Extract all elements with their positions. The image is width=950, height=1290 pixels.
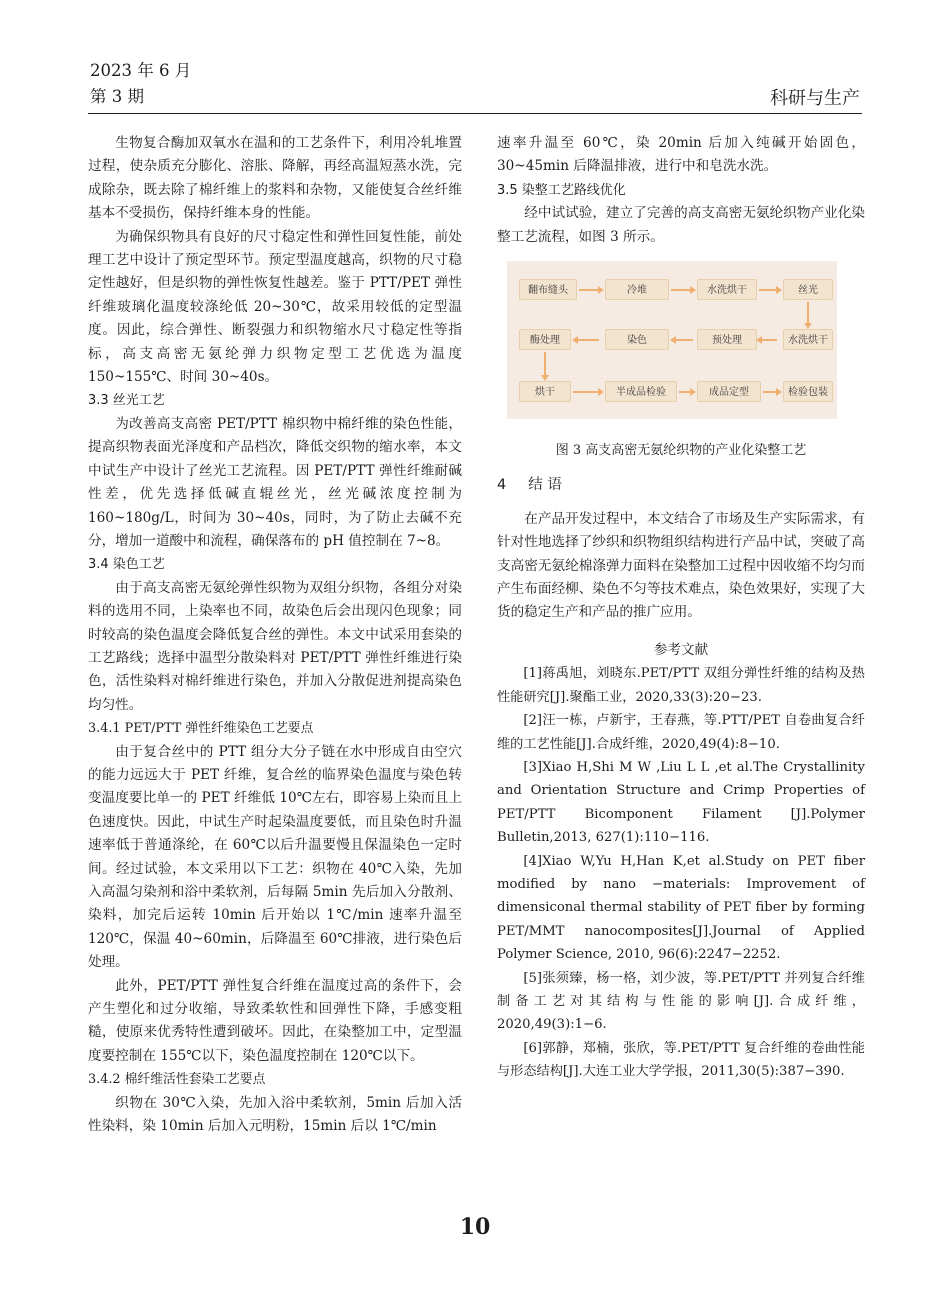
issue-date: 2023 年 6 月 <box>90 61 192 80</box>
paragraph: 为改善高支高密 PET/PTT 棉织物中棉纤维的染色性能，提高织物表面光泽度和产品档次，降低交织物的缩水率，本文中试生产中设计了丝光工艺流程。因 PET/PTT 弹性纤维耐碱性差，优先选择低碱直辊丝光，丝光碱浓度控制为 160~180g/L，时间为 30~40s，同时，为了防止去碱不充分，增加一道酸中和流程，确保落布的 pH 值控制在 7~8。 <box>88 415 462 549</box>
paragraph: 织物在 30℃入染，先加入浴中柔软剂，5min 后加入活性染料，染 10min 后加入元明粉，15min 后以 1℃/min <box>88 1094 462 1135</box>
journal-name: 科研与生产 <box>770 88 860 109</box>
reference-item: [1]蒋禹旭，刘晓东.PET/PTT 双组分弹性纤维的结构及热性能研究[J].聚酯工业，2020,33(3):20−23. <box>497 666 865 705</box>
flow-arrow <box>761 339 777 341</box>
header-left <box>90 58 191 110</box>
flow-step: 翻布缝头 <box>519 279 577 300</box>
reference-item: [5]张须臻，杨一格，刘少波，等.PET/PTT 并列复合纤维制备工艺对其结构与性能的影响[J].合成纤维，2020,49(3):1−6. <box>497 970 865 1033</box>
issue-number: 第 3 期 <box>90 87 144 106</box>
flow-step: 预处理 <box>697 329 757 350</box>
flow-arrow <box>679 391 691 393</box>
flow-arrow <box>759 289 777 291</box>
flow-arrow <box>763 391 777 393</box>
flow-arrow <box>544 352 546 376</box>
right-column <box>497 132 865 1084</box>
paragraph: 速率升温至 60℃，染 20min 后加入纯碱开始固色，30~45min 后降温排液，进行中和皂洗水洗。 <box>497 135 865 175</box>
reference-item: [2]汪一栋，卢新宇，王春燕，等.PTT/PET 自卷曲复合纤维的工艺性能[J].合成纤维，2020,49(4):8−10. <box>497 713 865 752</box>
flow-step: 烘干 <box>519 381 571 402</box>
section-heading-4 <box>497 474 865 497</box>
flow-arrow <box>573 391 599 393</box>
flow-step: 水洗烘干 <box>783 329 833 350</box>
process-flow-figure <box>507 261 837 419</box>
paragraph: 此外，PET/PTT 弹性复合纤维在温度过高的条件下，会产生塑化和过分收缩，导致柔软性和回弹性下降，手感变粗糙，使原来优秀特性遭到破坏。因此，在染整加工中，定型温度要控制在 155℃以下，染色温度控制在 120℃以下。 <box>88 977 462 1064</box>
header-rule <box>88 113 862 114</box>
flow-step: 丝光 <box>783 279 833 300</box>
flow-step: 染色 <box>605 329 669 350</box>
reference-item: [6]郭静，郑楠，张欣，等.PET/PTT 复合纤维的卷曲性能与形态结构[J].大连工业大学学报，2011,30(5):387−390. <box>497 1040 865 1080</box>
section-heading-3-5: 3.5 染整工艺路线优化 <box>497 182 626 198</box>
flow-arrow <box>675 339 693 341</box>
flow-step: 酶处理 <box>519 329 571 350</box>
flow-step: 成品定型 <box>697 381 761 402</box>
section-title: 结 语 <box>528 477 562 494</box>
section-number: 4 <box>497 477 507 494</box>
page-number: 10 <box>459 1214 491 1240</box>
section-heading-3-3: 3.3 丝光工艺 <box>88 393 165 409</box>
flow-step: 冷堆 <box>605 279 669 300</box>
flow-arrow <box>807 302 809 324</box>
paragraph: 为确保织物具有良好的尺寸稳定性和弹性回复性能，前处理工艺中设计了预定型环节。预定型温度越高，织物的尺寸稳定性越好，但是织物的弹性恢复性越差。鉴于 PTT/PET 弹性纤维玻璃化温度较涤纶低 20~30℃，故采用较低的定型温度。因此，综合弹性、断裂强力和织物缩水尺寸稳定性等指标，高支高密无氨纶弹力织物定型工艺优选为温度 150~155℃、时间 30~40s。 <box>88 228 462 386</box>
flow-arrow <box>577 339 599 341</box>
flow-arrow <box>671 289 691 291</box>
paragraph: 生物复合酶加双氧水在温和的工艺条件下，利用冷轧堆置过程，使杂质充分膨化、溶胀、降解，再经高温短蒸水洗，完成除杂，既去除了棉纤维上的浆料和杂物，又能使复合丝纤维基本不受损伤，保持纤维本身的性能。 <box>88 135 462 222</box>
reference-item: [3]Xiao H,Shi M W ,Liu L L ,et al.The Crystallinity and Orientation Structure and Crimp Properties of PET/PTT Bicomponent Filament [J].Polymer Bulletin,2013, 627(1):110−116. <box>497 759 865 846</box>
references-title: 参考文献 <box>653 641 709 658</box>
paragraph: 在产品开发过程中，本文结合了市场及生产实际需求，有针对性地选择了纱织和织物组织结构进行产品中试，突破了高支高密无氨纶棉涤弹力面料在染整加工过程中因收缩不均匀而产生布面经柳、染色不匀等技术难点，染色效果好，实现了大货的稳定生产和产品的推广应用。 <box>497 510 865 621</box>
paragraph: 由于高支高密无氨纶弹性织物为双组分织物，各组分对染料的选用不同，上染率也不同，故染色后会出现闪色现象；同时较高的染色温度会降低复合丝的弹性。本文中试采用套染的工艺路线；选择中温型分散染料对 PET/PTT 弹性纤维进行染色，活性染料对棉纤维进行染色，并加入分散促进剂提高染色均匀性。 <box>88 579 462 713</box>
flow-step: 半成品检验 <box>605 381 677 402</box>
section-heading-3-4-1: 3.4.1 PET/PTT 弹性纤维染色工艺要点 <box>88 721 314 737</box>
flow-arrow <box>579 289 599 291</box>
left-column <box>88 132 462 1138</box>
paragraph: 由于复合丝中的 PTT 组分大分子链在水中形成自由空穴的能力远远大于 PET 纤维，复合丝的临界染色温度与染色转变温度要比单一的 PET 纤维低 10℃左右，即容易上染而且上色速度快。因此，中试生产时起染温度要低，而且染色时升温速率低于普通涤纶，在 60℃以后升温要慢且保温染色一定时间。经过试验，本文采用以下工艺：织物在 40℃入染，先加入高温匀染剂和浴中柔软剂，后每隔 5min 先后加入分散剂、染料，加完后运转 10min 后开始以 1℃/min 速率升温至 120℃，保温 40~60min，后降温至 60℃排液，进行染色后处理。 <box>88 743 462 971</box>
figure-caption: 图 3 高支高密无氨纶织物的产业化染整工艺 <box>555 443 807 459</box>
flow-step: 水洗烘干 <box>697 279 757 300</box>
paragraph: 经中试试验，建立了完善的高支高密无氨纶织物产业化染整工艺流程，如图 3 所示。 <box>497 205 865 245</box>
flow-step: 检验包装 <box>783 381 833 402</box>
section-heading-3-4: 3.4 染色工艺 <box>88 557 165 573</box>
section-heading-3-4-2: 3.4.2 棉纤维活性套染工艺要点 <box>88 1072 266 1088</box>
reference-item: [4]Xiao W,Yu H,Han K,et al.Study on PET fiber modified by nano −materials: Improvement of dimensiconal thermal stability of PET fiber by forming PET/MMT nanocomposites[J].Journal of Applied Polymer Science, 2010, 96(6):2247−2252. <box>497 853 865 963</box>
